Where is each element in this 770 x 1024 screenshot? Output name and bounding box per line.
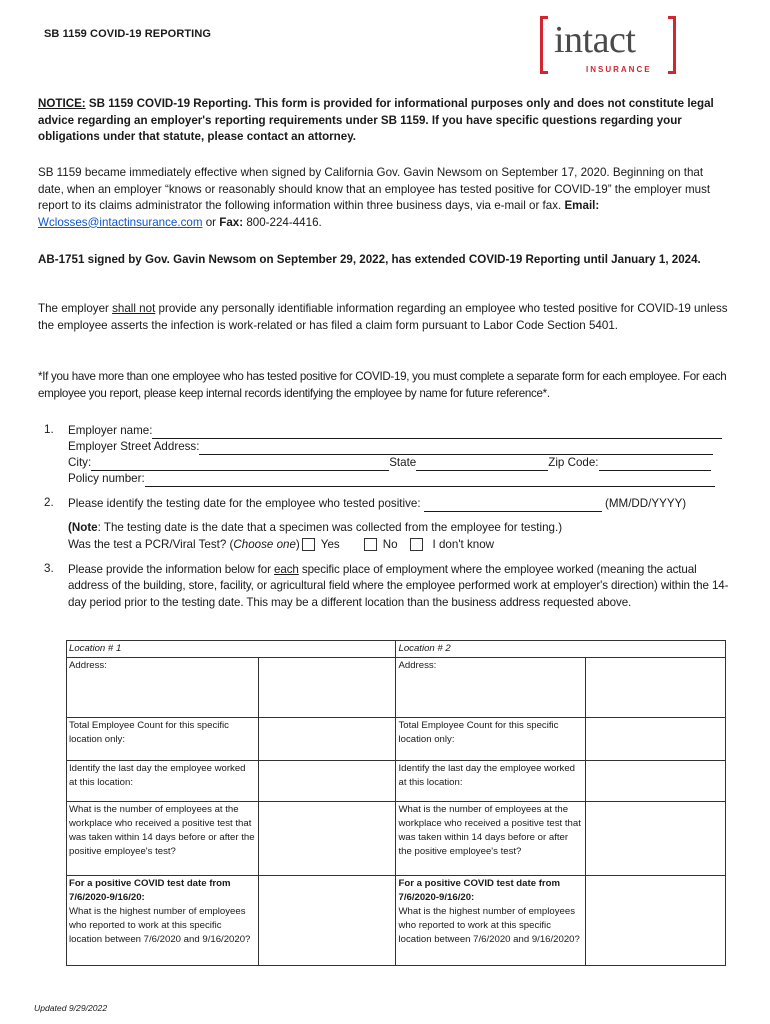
notice-paragraph — [38, 96, 728, 146]
location-2-period-label — [396, 876, 586, 966]
zip-label: Zip Code: — [548, 456, 599, 469]
updated-date: Updated 9/29/2022 — [34, 1003, 108, 1013]
q3-paragraph — [68, 562, 730, 611]
date-format-hint: (MM/DD/YYYY) — [605, 497, 687, 510]
fax-label: Fax: — [219, 215, 244, 229]
street-row — [68, 439, 713, 455]
pcr-dont-know-label: I don't know — [432, 538, 495, 551]
location-1-positive-field[interactable] — [258, 802, 396, 876]
location-2-lastday-field[interactable] — [586, 761, 726, 802]
logo-word: intact — [554, 19, 636, 61]
testing-date-label: Please identify the testing date for the employee who tested positive: — [68, 497, 421, 510]
q2-number: 2. — [44, 496, 54, 509]
pcr-no-checkbox[interactable] — [364, 538, 377, 551]
logo-left-bracket — [540, 16, 548, 74]
q3-post: specific place of employment where the employee worked (meaning the actual address of the building, store, facility, or agricultural field where the employee performed work at employer's direction) within the 14-day period prior to the testing date. This may be a different location than the business address requested above. — [68, 563, 729, 609]
policy-label: Policy number: — [68, 472, 145, 485]
notice-text: SB 1159 COVID-19 Reporting. This form is provided for informational purposes only and does not constitute legal advice regarding an employer's reporting requirements under SB 1159. If you have specific questions regarding your obligations under that statute, please contact an attorney. — [38, 97, 714, 143]
q3-pre: Please provide the information below for — [68, 563, 274, 576]
location-1-address-label: Address: — [67, 658, 259, 718]
notice-label: NOTICE: — [38, 97, 86, 110]
location-1-positive-label: What is the number of employees at the workplace who received a positive test that was taken within 14 days before or after the positive employee's test? — [67, 802, 259, 876]
intro-text: SB 1159 became immediately effective when signed by California Gov. Gavin Newsom on September 17, 2020. Beginning on that date, when an employer “knows or reasonably should know that an employee has tested positive for COVID-19” the employer must report to its claims administrator the following information within three business days, via e-mail or fax. — [38, 166, 711, 212]
intact-insurance-logo — [540, 16, 676, 78]
zip-field[interactable] — [599, 458, 711, 471]
location-2-positive-field[interactable] — [586, 802, 726, 876]
location-1-lastday-field[interactable] — [258, 761, 396, 802]
location-1-lastday-label: Identify the last day the employee worked at this location: — [67, 761, 259, 802]
location-2-address-field[interactable] — [586, 658, 726, 718]
pcr-question-post: ) — [295, 538, 300, 551]
logo-subtitle: INSURANCE — [586, 65, 652, 74]
location-2-lastday-label: Identify the last day the employee worked at this location: — [396, 761, 586, 802]
state-field[interactable] — [416, 458, 548, 471]
location-1-count-label: Total Employee Count for this specific location only: — [67, 718, 259, 761]
email-label: Email: — [564, 199, 600, 212]
city-row — [68, 455, 711, 471]
location-1-period-bold: For a positive COVID test date from 7/6/2020-9/16/20: — [69, 878, 231, 903]
intro-paragraph — [38, 165, 728, 231]
state-label: State — [389, 456, 417, 469]
pcr-yes-checkbox[interactable] — [302, 538, 315, 551]
employer-name-field[interactable] — [152, 426, 722, 439]
city-field[interactable] — [91, 458, 389, 471]
locations-table — [66, 640, 726, 966]
q3-emphasis: each — [274, 563, 299, 576]
location-2-count-field[interactable] — [586, 718, 726, 761]
location-1-address-field[interactable] — [258, 658, 396, 718]
street-label: Employer Street Address: — [68, 440, 200, 453]
location-2-period-bold: For a positive COVID test date from 7/6/2020-9/16/20: — [398, 878, 561, 903]
location-2-period-field[interactable] — [586, 876, 726, 966]
note-label: (Note — [68, 521, 98, 534]
form-title: SB 1159 COVID-19 REPORTING — [44, 28, 212, 40]
policy-field[interactable] — [145, 474, 715, 487]
location-2-period-text: What is the highest number of employees who reported to work at this specific location between 7/6/2020 and 9/16/2020? — [398, 906, 580, 945]
location-1-period-text: What is the highest number of employees who reported to work at this specific location between 7/6/2020 and 9/16/2020? — [69, 906, 251, 945]
pcr-question-row — [68, 537, 494, 553]
location-1-header: Location # 1 — [67, 641, 396, 658]
fax-number: 800-224-4416. — [243, 215, 322, 229]
street-field[interactable] — [199, 442, 713, 455]
location-2-count-label: Total Employee Count for this specific location only: — [396, 718, 586, 761]
testing-date-note — [68, 520, 562, 536]
extension-paragraph: AB-1751 signed by Gov. Gavin Newsom on September 29, 2022, has extended COVID-19 Reporting until January 1, 2024. — [38, 253, 701, 266]
pcr-question-pre: Was the test a PCR/Viral Test? ( — [68, 538, 234, 551]
employer-name-row — [68, 423, 722, 439]
note-text: : The testing date is the date that a specimen was collected from the employee for testing.) — [97, 521, 563, 534]
testing-date-field[interactable] — [424, 499, 602, 512]
pcr-yes-label: Yes — [320, 538, 340, 551]
pcr-dont-know-checkbox[interactable] — [410, 538, 423, 551]
or-text: or — [202, 215, 220, 229]
logo-right-bracket — [668, 16, 676, 74]
location-2-address-label: Address: — [396, 658, 586, 718]
pii-paragraph — [38, 301, 728, 334]
employer-name-label: Employer name: — [68, 424, 153, 437]
pcr-choose-one: Choose one — [233, 538, 296, 551]
pii-emphasis: shall not — [112, 302, 156, 315]
q3-number: 3. — [44, 562, 54, 575]
location-2-positive-label: What is the number of employees at the workplace who received a positive test that was taken within 14 days before or after the positive employee's test? — [396, 802, 586, 876]
location-1-count-field[interactable] — [258, 718, 396, 761]
location-1-period-label — [67, 876, 259, 966]
city-label: City: — [68, 456, 92, 469]
email-link[interactable]: Wclosses@intactinsurance.com — [38, 215, 203, 229]
location-1-period-field[interactable] — [258, 876, 396, 966]
pii-post: provide any personally identifiable information regarding an employee who tested positive for COVID-19 unless the employee asserts the infection is work-related or has filed a claim form pursuant to Labor Code Section 5401. — [38, 302, 728, 332]
pcr-no-label: No — [382, 538, 398, 551]
location-2-header: Location # 2 — [396, 641, 726, 658]
q1-number: 1. — [44, 423, 54, 436]
testing-date-row — [68, 496, 686, 512]
pii-pre: The employer — [38, 302, 113, 315]
policy-row — [68, 471, 715, 487]
multi-employee-note: *If you have more than one employee who has tested positive for COVID-19, you must complete a separate form for each employee. For each employee you report, please keep internal records identifying the employee by name for future reference*. — [38, 370, 727, 400]
